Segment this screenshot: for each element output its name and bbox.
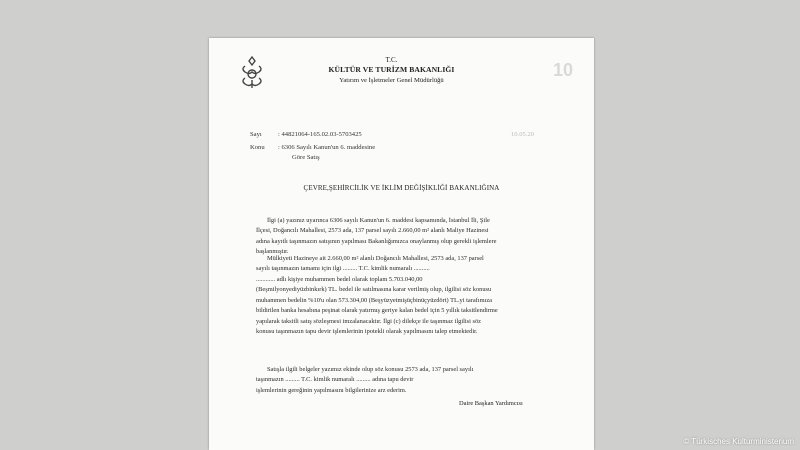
paragraph-line: işlemlerinin gereğinin yapılmasını bilgilerinize arz ederim. <box>256 386 407 394</box>
paragraph-line: İlçesi, Doğancılı Mahallesi, 2573 ada, 137 parsel sayılı 2.660,00 m² alanlı Maliye Hazinesi <box>256 227 489 235</box>
paragraph-line: ............ adlı kişiye muhammen bedel olarak toplam 5.703.040,00 <box>256 275 423 283</box>
header-ministry: KÜLTÜR VE TURİZM BAKANLIĞI <box>328 65 455 74</box>
letter-page <box>209 38 594 450</box>
paragraph-3 <box>256 365 566 396</box>
paragraph-line: konusu taşınmazın tapu devir işlemlerinin ipotekli olarak yapılmasını talep etmektedir. <box>256 328 478 336</box>
paragraph-line: Mülkiyeti Hazineye ait 2.660,00 m² alanlı Doğancılı Mahallesi, 2573 ada, 137 parsel <box>267 255 484 262</box>
reference-number <box>250 131 362 138</box>
paragraph-line: taşınmazın ......... T.C. kimlik numaralı ......... adına tapu devir <box>256 376 414 384</box>
signature-title: Daire Başkan Yardımcısı <box>459 400 523 407</box>
subject <box>250 144 375 151</box>
paragraph-1 <box>256 216 566 258</box>
sayi-label: Sayı <box>250 131 262 138</box>
paragraph-line: Satışla ilgili belgeler yazımız ekinde olup söz konusu 2573 ada, 137 parsel sayılı <box>267 366 474 373</box>
paragraph-line: yapılarak taksitli satış sözleşmesi imzalanacaktır. İlgi (c) dilekçe ile taşınmaz ilgilisi söz <box>256 317 482 325</box>
konu-label: Konu <box>250 144 265 151</box>
ministry-emblem-icon <box>237 54 267 90</box>
paragraph-line: adına kayıtlı taşınmazın satışının yapılması Bakanlığımızca onaylanmış olup gerekli işlemlere <box>256 237 497 245</box>
paragraph-line: muhammen bedelin %10'u olan 573.304,00 (Beşyüzyetmişüçbinüçyüzdört) TL.yi tarafımıza <box>256 296 493 304</box>
header-department: Yatırım ve İşletmeler Genel Müdürlüğü <box>339 77 444 84</box>
header-tc: T.C. <box>385 56 398 64</box>
letter-date: 10.05.20 <box>511 131 535 138</box>
konu-line-1: : 6306 Sayılı Kanun'un 6. maddesine <box>278 144 376 151</box>
photo-credit: © Türkisches Kulturministerium <box>683 437 794 446</box>
corner-mark: 10 <box>553 60 574 80</box>
paragraph-line: İlgi (a) yazınız uyarınca 6306 sayılı Kanun'un 6. maddesi kapsamında, İstanbul İli, Şile <box>267 217 490 224</box>
sayi-value: : 44821064-165.02.03-5703425 <box>278 131 362 138</box>
paragraph-line: başlanmıştır. <box>256 248 289 256</box>
addressee: ÇEVRE,ŞEHİRCİLİK VE İKLİM DEĞİŞİKLİĞİ BAKANLIĞINA <box>303 184 500 192</box>
konu-line-2: Göre Satış <box>292 154 320 161</box>
paragraph-2 <box>256 254 566 338</box>
paragraph-line: sayılı taşınmazın tamamı için ilgi ......... T.C. kimlik numaralı .......... <box>256 265 430 273</box>
paragraph-line: (Beşmilyonyediyüzbinkırk) TL. bedel ile satılmasına karar verilmiş olup, ilgilisi söz konusu <box>256 286 492 294</box>
paragraph-line: bildirilen banka hesabına peşinat olarak yatırmış geriye kalan bedel için 5 yıllık taksitlendirme <box>256 307 498 315</box>
